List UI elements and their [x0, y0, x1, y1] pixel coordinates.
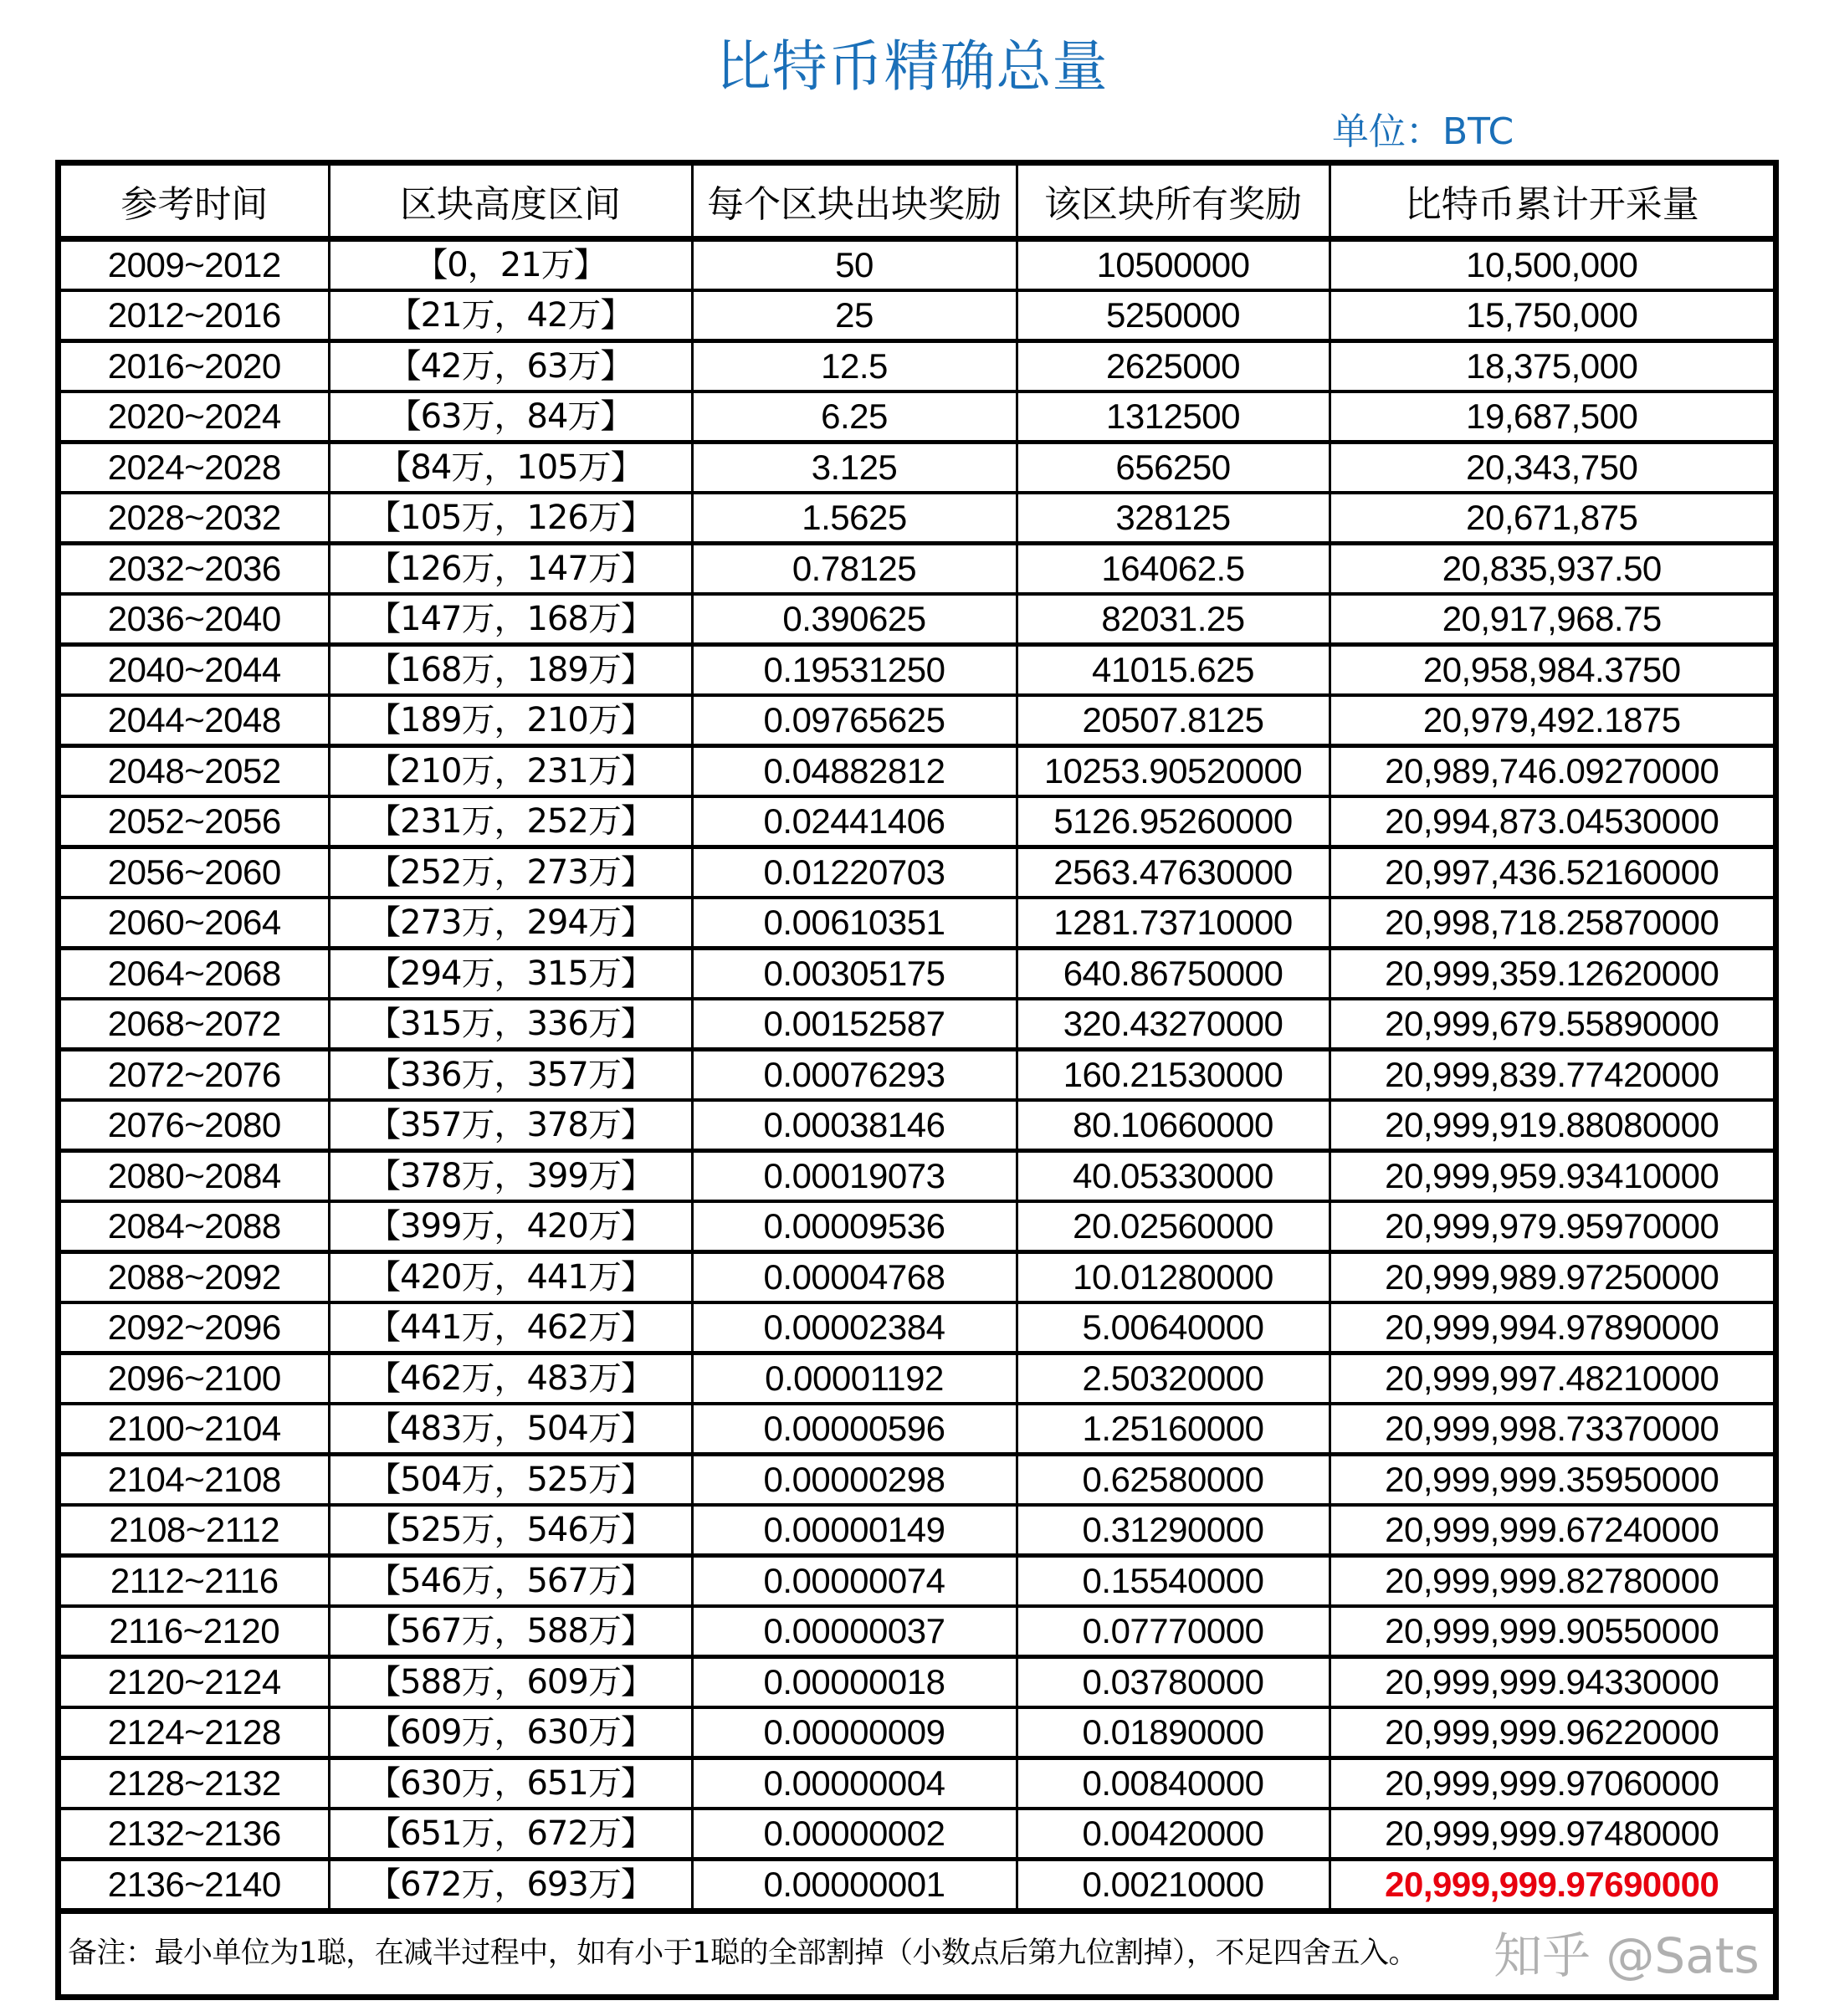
- cell-period-reward: 0.15540000: [1017, 1556, 1330, 1607]
- cell-period-reward: 0.62580000: [1017, 1455, 1330, 1506]
- cell-period-reward: 82031.25: [1017, 594, 1330, 645]
- cell-time: 2052~2056: [61, 796, 329, 847]
- cell-block-range: 【252万，273万】: [329, 847, 692, 898]
- cell-period-reward: 1312500: [1017, 391, 1330, 443]
- cell-block-range: 【42万，63万】: [329, 341, 692, 392]
- cell-cumulative: 20,999,989.97250000: [1330, 1252, 1773, 1303]
- cell-block-reward: 0.00000004: [692, 1758, 1017, 1809]
- table-row: [61, 746, 1773, 797]
- cell-block-reward: 0.00610351: [692, 898, 1017, 949]
- table-row: [61, 1707, 1773, 1758]
- cell-block-reward: 6.25: [692, 391, 1017, 443]
- cell-time: 2132~2136: [61, 1809, 329, 1860]
- cell-block-reward: 0.00038146: [692, 1100, 1017, 1151]
- cell-time: 2009~2012: [61, 239, 329, 291]
- col-header-block-reward: 每个区块出块奖励: [692, 166, 1017, 239]
- cell-block-range: 【420万，441万】: [329, 1252, 692, 1303]
- cell-time: 2024~2028: [61, 443, 329, 494]
- cell-block-reward: 0.09765625: [692, 695, 1017, 746]
- header-row: [61, 166, 1773, 239]
- cell-block-reward: 0.00000018: [692, 1657, 1017, 1708]
- cell-block-reward: 0.78125: [692, 544, 1017, 595]
- cell-block-reward: 0.19531250: [692, 645, 1017, 696]
- cell-block-range: 【399万，420万】: [329, 1201, 692, 1252]
- cell-block-reward: 0.00000037: [692, 1606, 1017, 1657]
- cell-block-range: 【588万，609万】: [329, 1657, 692, 1708]
- cell-period-reward: 320.43270000: [1017, 999, 1330, 1050]
- cell-block-range: 【168万，189万】: [329, 645, 692, 696]
- cell-cumulative: 20,997,436.52160000: [1330, 847, 1773, 898]
- cell-block-reward: 0.00000002: [692, 1809, 1017, 1860]
- cell-block-reward: 0.00000149: [692, 1505, 1017, 1556]
- cell-time: 2108~2112: [61, 1505, 329, 1556]
- footer-note: [61, 1914, 1773, 1994]
- cell-period-reward: 2.50320000: [1017, 1353, 1330, 1405]
- cell-block-range: 【672万，693万】: [329, 1860, 692, 1911]
- cell-time: 2092~2096: [61, 1302, 329, 1353]
- cell-block-range: 【630万，651万】: [329, 1758, 692, 1809]
- table-row: [61, 1151, 1773, 1202]
- cell-block-reward: 0.00004768: [692, 1252, 1017, 1303]
- cell-block-reward: 0.00000596: [692, 1404, 1017, 1455]
- cell-cumulative: 20,999,979.95970000: [1330, 1201, 1773, 1252]
- cell-block-reward: 0.00000298: [692, 1455, 1017, 1506]
- cell-cumulative: 20,958,984.3750: [1330, 645, 1773, 696]
- cell-period-reward: 2563.47630000: [1017, 847, 1330, 898]
- table-row: [61, 544, 1773, 595]
- cell-time: 2064~2068: [61, 949, 329, 1000]
- table-body: [61, 239, 1773, 1911]
- table-row: [61, 1404, 1773, 1455]
- cell-time: 2100~2104: [61, 1404, 329, 1455]
- cell-cumulative: 20,999,999.97060000: [1330, 1758, 1773, 1809]
- cell-period-reward: 640.86750000: [1017, 949, 1330, 1000]
- final-total-value: 20,999,999.97690000: [1330, 1860, 1773, 1911]
- cell-cumulative: 18,375,000: [1330, 341, 1773, 392]
- cell-cumulative: 20,999,959.93410000: [1330, 1151, 1773, 1202]
- cell-block-range: 【231万，252万】: [329, 796, 692, 847]
- cell-period-reward: 164062.5: [1017, 544, 1330, 595]
- cell-time: 2040~2044: [61, 645, 329, 696]
- cell-period-reward: 160.21530000: [1017, 1050, 1330, 1101]
- table-row: [61, 949, 1773, 1000]
- cell-period-reward: 0.00420000: [1017, 1809, 1330, 1860]
- watermark: 知乎 @Sats: [1494, 1927, 1760, 1984]
- cell-period-reward: 0.01890000: [1017, 1707, 1330, 1758]
- cell-block-reward: 0.390625: [692, 594, 1017, 645]
- cell-time: 2084~2088: [61, 1201, 329, 1252]
- table-row: [61, 391, 1773, 443]
- cell-period-reward: 5.00640000: [1017, 1302, 1330, 1353]
- table-row: [61, 645, 1773, 696]
- cell-block-reward: 0.00000009: [692, 1707, 1017, 1758]
- cell-cumulative: 20,835,937.50: [1330, 544, 1773, 595]
- table-row: [61, 1353, 1773, 1405]
- cell-cumulative: 20,999,994.97890000: [1330, 1302, 1773, 1353]
- table-row: [61, 1758, 1773, 1809]
- table-row: [61, 1302, 1773, 1353]
- cell-cumulative: 20,999,919.88080000: [1330, 1100, 1773, 1151]
- cell-cumulative: 20,999,998.73370000: [1330, 1404, 1773, 1455]
- cell-cumulative: 10,500,000: [1330, 239, 1773, 291]
- cell-period-reward: 20507.8125: [1017, 695, 1330, 746]
- cell-time: 2072~2076: [61, 1050, 329, 1101]
- cell-time: 2116~2120: [61, 1606, 329, 1657]
- table-row: [61, 1100, 1773, 1151]
- cell-period-reward: 0.07770000: [1017, 1606, 1330, 1657]
- cell-time: 2044~2048: [61, 695, 329, 746]
- cell-block-reward: 0.00019073: [692, 1151, 1017, 1202]
- cell-block-range: 【609万，630万】: [329, 1707, 692, 1758]
- cell-cumulative: 20,999,999.35950000: [1330, 1455, 1773, 1506]
- cell-cumulative: 20,998,718.25870000: [1330, 898, 1773, 949]
- page-title: 比特币精确总量: [715, 34, 1109, 99]
- cell-cumulative: 20,999,999.82780000: [1330, 1556, 1773, 1607]
- cell-period-reward: 10.01280000: [1017, 1252, 1330, 1303]
- cell-time: 2076~2080: [61, 1100, 329, 1151]
- cell-time: 2096~2100: [61, 1353, 329, 1405]
- cell-period-reward: 2625000: [1017, 341, 1330, 392]
- cell-time: 2128~2132: [61, 1758, 329, 1809]
- cell-block-reward: 50: [692, 239, 1017, 291]
- cell-period-reward: 0.00210000: [1017, 1860, 1330, 1911]
- cell-block-range: 【21万，42万】: [329, 290, 692, 341]
- cell-cumulative: 20,999,359.12620000: [1330, 949, 1773, 1000]
- cell-block-reward: 0.00009536: [692, 1201, 1017, 1252]
- cell-block-range: 【105万，126万】: [329, 493, 692, 544]
- table-row: [61, 594, 1773, 645]
- cell-block-reward: 1.5625: [692, 493, 1017, 544]
- table-row: [61, 999, 1773, 1050]
- table-row: [61, 1455, 1773, 1506]
- cell-block-range: 【483万，504万】: [329, 1404, 692, 1455]
- table-row: [61, 847, 1773, 898]
- cell-period-reward: 5126.95260000: [1017, 796, 1330, 847]
- cell-period-reward: 5250000: [1017, 290, 1330, 341]
- table-row: [61, 695, 1773, 746]
- table-row: [61, 1505, 1773, 1556]
- cell-block-range: 【273万，294万】: [329, 898, 692, 949]
- cell-cumulative: 20,343,750: [1330, 443, 1773, 494]
- cell-block-range: 【441万，462万】: [329, 1302, 692, 1353]
- col-header-block-range: 区块高度区间: [329, 166, 692, 239]
- cell-cumulative: 19,687,500: [1330, 391, 1773, 443]
- cell-time: 2080~2084: [61, 1151, 329, 1202]
- cell-time: 2028~2032: [61, 493, 329, 544]
- cell-block-range: 【189万，210万】: [329, 695, 692, 746]
- table-row: [61, 341, 1773, 392]
- table-row: [61, 1201, 1773, 1252]
- cell-period-reward: 20.02560000: [1017, 1201, 1330, 1252]
- data-table: [61, 166, 1773, 1914]
- cell-cumulative: 20,994,873.04530000: [1330, 796, 1773, 847]
- cell-cumulative: 20,999,999.94330000: [1330, 1657, 1773, 1708]
- cell-block-reward: 0.00305175: [692, 949, 1017, 1000]
- cell-block-range: 【0，21万】: [329, 239, 692, 291]
- table-row: [61, 1252, 1773, 1303]
- cell-block-range: 【357万，378万】: [329, 1100, 692, 1151]
- note-text: 备注：最小单位为1聪，在减半过程中，如有小于1聪的全部割掉（小数点后第九位割掉），不足四舍五入。: [68, 1937, 1418, 1970]
- cell-block-range: 【315万，336万】: [329, 999, 692, 1050]
- unit-label: 单位：BTC: [1332, 110, 1514, 153]
- cell-block-reward: 0.04882812: [692, 746, 1017, 797]
- cell-block-reward: 3.125: [692, 443, 1017, 494]
- cell-cumulative: 20,671,875: [1330, 493, 1773, 544]
- cell-block-reward: 0.00000074: [692, 1556, 1017, 1607]
- cell-block-reward: 0.00152587: [692, 999, 1017, 1050]
- cell-block-range: 【336万，357万】: [329, 1050, 692, 1101]
- cell-block-reward: 25: [692, 290, 1017, 341]
- cell-time: 2104~2108: [61, 1455, 329, 1506]
- cell-cumulative: 15,750,000: [1330, 290, 1773, 341]
- cell-block-range: 【210万，231万】: [329, 746, 692, 797]
- cell-period-reward: 0.03780000: [1017, 1657, 1330, 1708]
- cell-time: 2016~2020: [61, 341, 329, 392]
- table-row: [61, 443, 1773, 494]
- cell-time: 2120~2124: [61, 1657, 329, 1708]
- cell-block-range: 【525万，546万】: [329, 1505, 692, 1556]
- cell-period-reward: 328125: [1017, 493, 1330, 544]
- cell-block-reward: 0.00001192: [692, 1353, 1017, 1405]
- cell-time: 2088~2092: [61, 1252, 329, 1303]
- cell-block-range: 【84万，105万】: [329, 443, 692, 494]
- cell-block-reward: 0.00002384: [692, 1302, 1017, 1353]
- col-header-period-reward: 该区块所有奖励: [1017, 166, 1330, 239]
- table-row: [61, 1556, 1773, 1607]
- cell-time: 2136~2140: [61, 1860, 329, 1911]
- cell-block-reward: 12.5: [692, 341, 1017, 392]
- cell-block-reward: 0.01220703: [692, 847, 1017, 898]
- table-row: [61, 796, 1773, 847]
- cell-period-reward: 1281.73710000: [1017, 898, 1330, 949]
- cell-block-range: 【63万，84万】: [329, 391, 692, 443]
- table-row: [61, 493, 1773, 544]
- cell-time: 2012~2016: [61, 290, 329, 341]
- cell-period-reward: 10253.90520000: [1017, 746, 1330, 797]
- cell-period-reward: 656250: [1017, 443, 1330, 494]
- table-row: [61, 290, 1773, 341]
- cell-time: 2124~2128: [61, 1707, 329, 1758]
- cell-block-range: 【462万，483万】: [329, 1353, 692, 1405]
- table-row: [61, 898, 1773, 949]
- cell-period-reward: 80.10660000: [1017, 1100, 1330, 1151]
- cell-time: 2032~2036: [61, 544, 329, 595]
- table-row: [61, 239, 1773, 291]
- cell-time: 2020~2024: [61, 391, 329, 443]
- cell-block-range: 【546万，567万】: [329, 1556, 692, 1607]
- cell-period-reward: 40.05330000: [1017, 1151, 1330, 1202]
- cell-block-range: 【378万，399万】: [329, 1151, 692, 1202]
- cell-time: 2036~2040: [61, 594, 329, 645]
- cell-time: 2068~2072: [61, 999, 329, 1050]
- cell-time: 2060~2064: [61, 898, 329, 949]
- cell-cumulative: 20,999,999.67240000: [1330, 1505, 1773, 1556]
- cell-block-range: 【126万，147万】: [329, 544, 692, 595]
- table-row: [61, 1809, 1773, 1860]
- cell-cumulative: 20,999,999.90550000: [1330, 1606, 1773, 1657]
- cell-block-range: 【147万，168万】: [329, 594, 692, 645]
- cell-time: 2048~2052: [61, 746, 329, 797]
- cell-cumulative: 20,999,839.77420000: [1330, 1050, 1773, 1101]
- table-row: [61, 1606, 1773, 1657]
- cell-period-reward: 1.25160000: [1017, 1404, 1330, 1455]
- cell-cumulative: 20,999,679.55890000: [1330, 999, 1773, 1050]
- cell-cumulative: 20,979,492.1875: [1330, 695, 1773, 746]
- cell-cumulative: 20,989,746.09270000: [1330, 746, 1773, 797]
- cell-cumulative: 20,999,999.96220000: [1330, 1707, 1773, 1758]
- btc-supply-table: [55, 160, 1779, 2000]
- cell-period-reward: 10500000: [1017, 239, 1330, 291]
- cell-period-reward: 0.00840000: [1017, 1758, 1330, 1809]
- cell-block-range: 【651万，672万】: [329, 1809, 692, 1860]
- cell-block-reward: 0.00000001: [692, 1860, 1017, 1911]
- cell-time: 2056~2060: [61, 847, 329, 898]
- cell-block-range: 【294万，315万】: [329, 949, 692, 1000]
- col-header-cumulative: 比特币累计开采量: [1330, 166, 1773, 239]
- cell-cumulative: 20,917,968.75: [1330, 594, 1773, 645]
- cell-cumulative: 20,999,999.97480000: [1330, 1809, 1773, 1860]
- table-row: [61, 1657, 1773, 1708]
- cell-cumulative: 20,999,997.48210000: [1330, 1353, 1773, 1405]
- table-row: [61, 1050, 1773, 1101]
- cell-period-reward: 0.31290000: [1017, 1505, 1330, 1556]
- cell-block-range: 【504万，525万】: [329, 1455, 692, 1506]
- cell-time: 2112~2116: [61, 1556, 329, 1607]
- cell-block-reward: 0.00076293: [692, 1050, 1017, 1101]
- cell-block-reward: 0.02441406: [692, 796, 1017, 847]
- table-row: [61, 1860, 1773, 1911]
- col-header-time: 参考时间: [61, 166, 329, 239]
- cell-period-reward: 41015.625: [1017, 645, 1330, 696]
- cell-block-range: 【567万，588万】: [329, 1606, 692, 1657]
